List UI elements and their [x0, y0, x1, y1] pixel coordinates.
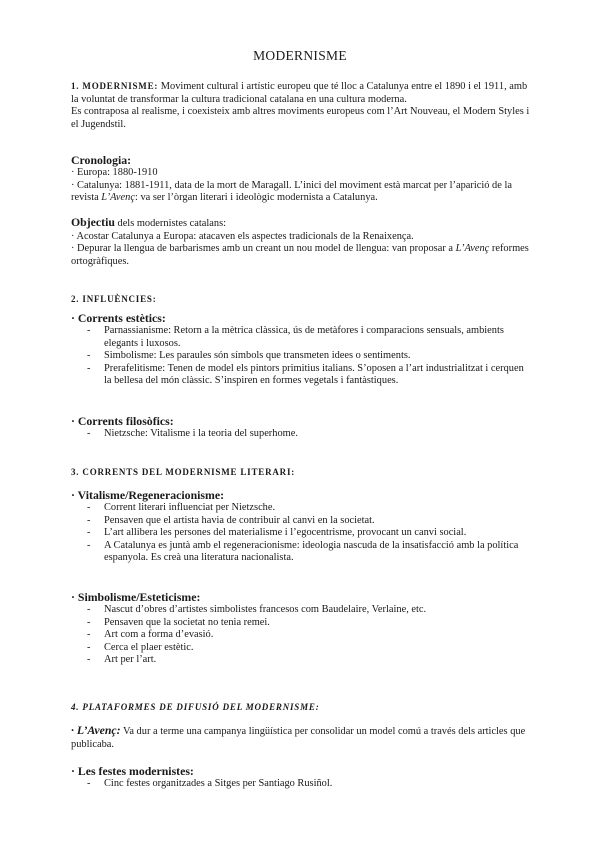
list-item: - Art per l’art. [87, 654, 531, 667]
section-1-intro [71, 80, 531, 131]
symbolism-list [71, 604, 531, 667]
festes-block [71, 764, 531, 791]
section-4-heading: 4. PLATAFORMES DE DIFUSIÓ DEL MODERNISME: [71, 702, 320, 712]
list-item: - Parnassianisme: Retorn a la mètrica clàssica, ús de metàfores i comparacions sensuals, ambients elegants i luxosos. [87, 325, 531, 350]
list-item: - Art com a forma d’evasió. [87, 629, 531, 642]
list-item: - Corrent literari influenciat per Nietzsche. [87, 502, 531, 515]
chronology-catalunya-rest: : va ser l’òrgan literari i ideològic modernista a Catalunya. [134, 192, 378, 204]
chronology-europa: · Europa: 1880-1910 [71, 167, 158, 178]
section-1-heading: 1. MODERNISME: [71, 81, 159, 91]
philosophical-currents-block [71, 414, 531, 441]
page-title: MODERNISME [253, 48, 347, 63]
festes-list [71, 778, 531, 791]
objective-block [71, 215, 531, 268]
avenc-text: Va dur a terme una campanya lingüística per consolidar un model comú a través dels articles que publicaba. [71, 726, 526, 750]
objective-heading: Objectiu [71, 215, 115, 229]
list-item: - Nietzsche: Vitalisme i la teoria del superhome. [87, 428, 531, 441]
aesthetic-currents-block [71, 311, 531, 388]
aesthetic-currents-heading: · Corrents estètics: [71, 311, 166, 325]
objective-item-2 [71, 243, 531, 268]
list-item: - Cerca el plaer estètic. [87, 642, 531, 655]
objective-heading-rest: dels modernistes catalans: [114, 218, 226, 229]
section-3-heading: 3. CORRENTS DEL MODERNISME LITERARI: [71, 467, 296, 477]
avenc-block [71, 724, 531, 751]
section-2-heading: 2. INFLUÈNCIES: [71, 294, 157, 304]
section-1-intro-text: Moviment cultural i artístic europeu que té lloc a Catalunya entre el 1890 i el 1911, amb la voluntat de transformar la cultura tradicional catalana en una cultura moderna. [71, 81, 528, 105]
chronology-catalunya-text: · Catalunya: 1881-1911, data de la mort de Maragall. L’inici del moviment està marcat per l’aparició de la revista [71, 179, 512, 204]
avenc-title: L’Avenç [455, 243, 490, 255]
aesthetic-currents-list [71, 325, 531, 388]
avenc-label: · L’Avenç: [71, 723, 121, 737]
chronology-block [71, 153, 531, 205]
vitalism-block [71, 488, 531, 565]
vitalism-list [71, 502, 531, 565]
list-item: - Pensaven que el artista havia de contribuir al canvi en la societat. [87, 515, 531, 528]
section-1-paragraph [71, 80, 531, 106]
avenc-paragraph [71, 724, 531, 751]
avenc-title: L’Avenç [101, 192, 135, 204]
symbolism-block [71, 590, 531, 667]
chronology-heading: Cronologia: [71, 153, 132, 167]
chronology-catalunya [71, 180, 531, 205]
philosophical-currents-heading: · Corrents filosòfics: [71, 414, 174, 428]
vitalism-heading: · Vitalisme/Regeneracionisme: [71, 488, 224, 502]
list-item: - Cinc festes organitzades a Sitges per Santiago Rusiñol. [87, 778, 531, 791]
objective-item-2-rest: reformes ortogràfiques. [71, 243, 529, 267]
list-item: - Prerafelitisme: Tenen de model els pintors primitius italians. S’oposen a l’art industrialitzat i cerquen la bellesa del món clàssic. S’inspiren en formes vegetals i fantàstiques. [87, 363, 531, 388]
section-1-contrast: Es contraposa al realisme, i coexisteix amb altres moviments europeus com l’Art Nouveau, el Modern Styles i el Jugendstil. [71, 106, 530, 130]
objective-item-1: · Acostar Catalunya a Europa: atacaven els aspectes tradicionals de la Renaixença. [71, 230, 414, 242]
philosophical-currents-list [71, 428, 531, 441]
list-item: - L’art allibera les persones del materialisme i l’egocentrisme, provocant un canvi social. [87, 527, 531, 540]
festes-heading: · Les festes modernistes: [71, 764, 194, 778]
list-item: - Nascut d’obres d’artistes simbolistes francesos com Baudelaire, Verlaine, etc. [87, 604, 531, 617]
symbolism-heading: · Simbolisme/Esteticisme: [71, 590, 201, 604]
list-item: - Simbolisme: Les paraules són símbols que transmeten idees o sentiments. [87, 350, 531, 363]
list-item: - Pensaven que la societat no tenia remei. [87, 617, 531, 630]
objective-heading-line [71, 215, 531, 231]
list-item: - A Catalunya es juntà amb el regeneracionisme: ideologia nascuda de la insatisfacció amb la política espanyola. Es creà una literatura nacionalista. [87, 540, 531, 565]
objective-item-2-text: · Depurar la llengua de barbarismes amb un creant un nou model de llengua: van proposar a [71, 243, 456, 255]
